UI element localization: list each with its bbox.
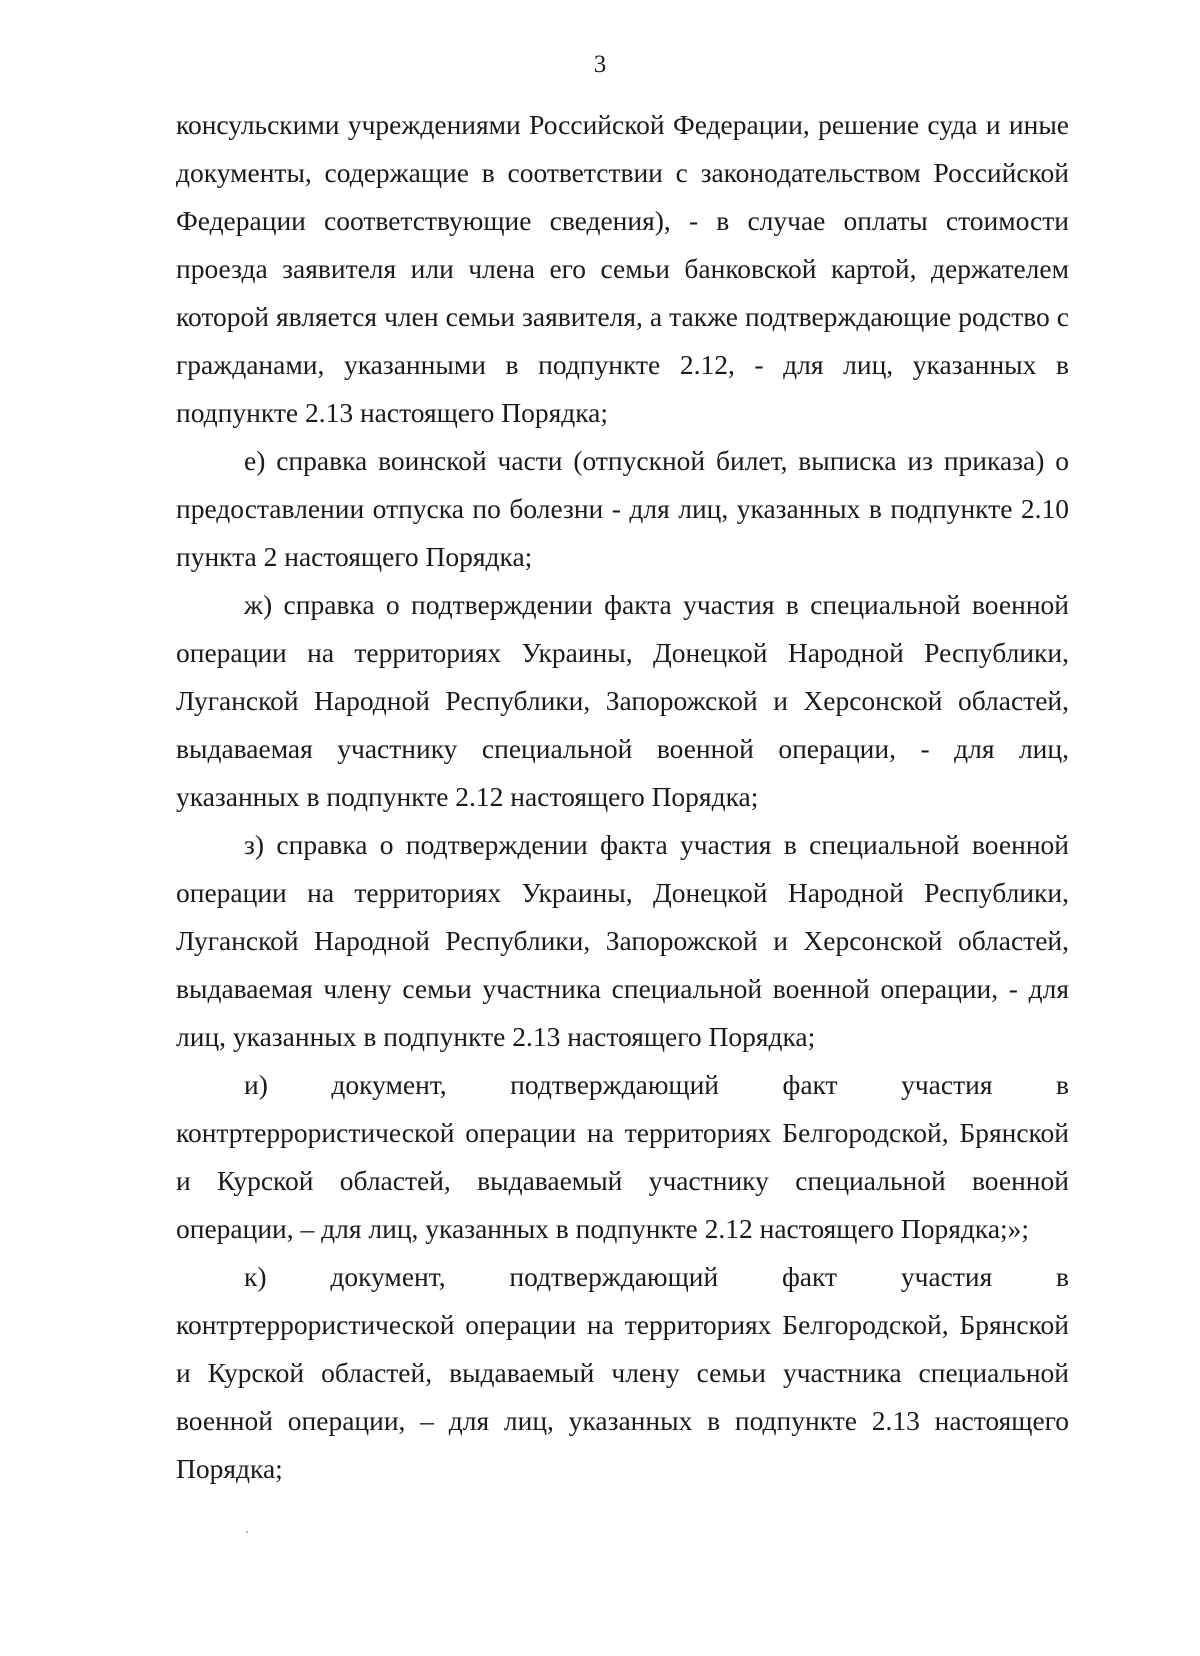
paragraph-item-e: е) справка воинской части (отпускной билет, выписка из приказа) о предоставлении отпуска по болезни - для лиц, указанных в подпункте 2.10 пункта 2 настоящего Порядка;	[176, 445, 1069, 572]
page-number: 3	[593, 51, 607, 78]
scan-speck	[246, 1531, 248, 1533]
paragraph-item-i: и) документ, подтверждающий факт участия в контртеррористической операции на территориях Белгородской, Брянской и Курской областей, выдаваемый участнику специальной военной операции, – для лиц, указанных в подпункте 2.12 настоящего Порядка;»;	[176, 1069, 1069, 1244]
document-body	[176, 101, 1069, 1493]
paragraph-item-k: к) документ, подтверждающий факт участия в контртеррористической операции на территориях Белгородской, Брянской и Курской областей, выдаваемый члену семьи участника специальной военной операции, – для лиц, указанных в подпункте 2.13 настоящего Порядка;	[176, 1261, 1069, 1484]
paragraph-item-z: з) справка о подтверждении факта участия в специальной военной операции на территориях Украины, Донецкой Народной Республики, Луганской Народной Республики, Запорожской и Херсонской областей, выдаваемая члену семьи участника специальной военной операции, - для лиц, указанных в подпункте 2.13 настоящего Порядка;	[176, 829, 1069, 1052]
paragraph-continuation: консульскими учреждениями Российской Федерации, решение суда и иные документы, содержащие в соответствии с законодательством Российской Федерации соответствующие сведения), - в случае оплаты стоимости проезда заявителя или члена его семьи банковской картой, держателем которой является член семьи заявителя, а также подтверждающие родство с гражданами, указанными в подпункте 2.12, - для лиц, указанных в подпункте 2.13 настоящего Порядка;	[176, 109, 1069, 428]
paragraph-item-zh: ж) справка о подтверждении факта участия в специальной военной операции на территориях Украины, Донецкой Народной Республики, Луганской Народной Республики, Запорожской и Херсонской областей, выдаваемая участнику специальной военной операции, - для лиц, указанных в подпункте 2.12 настоящего Порядка;	[176, 589, 1069, 812]
